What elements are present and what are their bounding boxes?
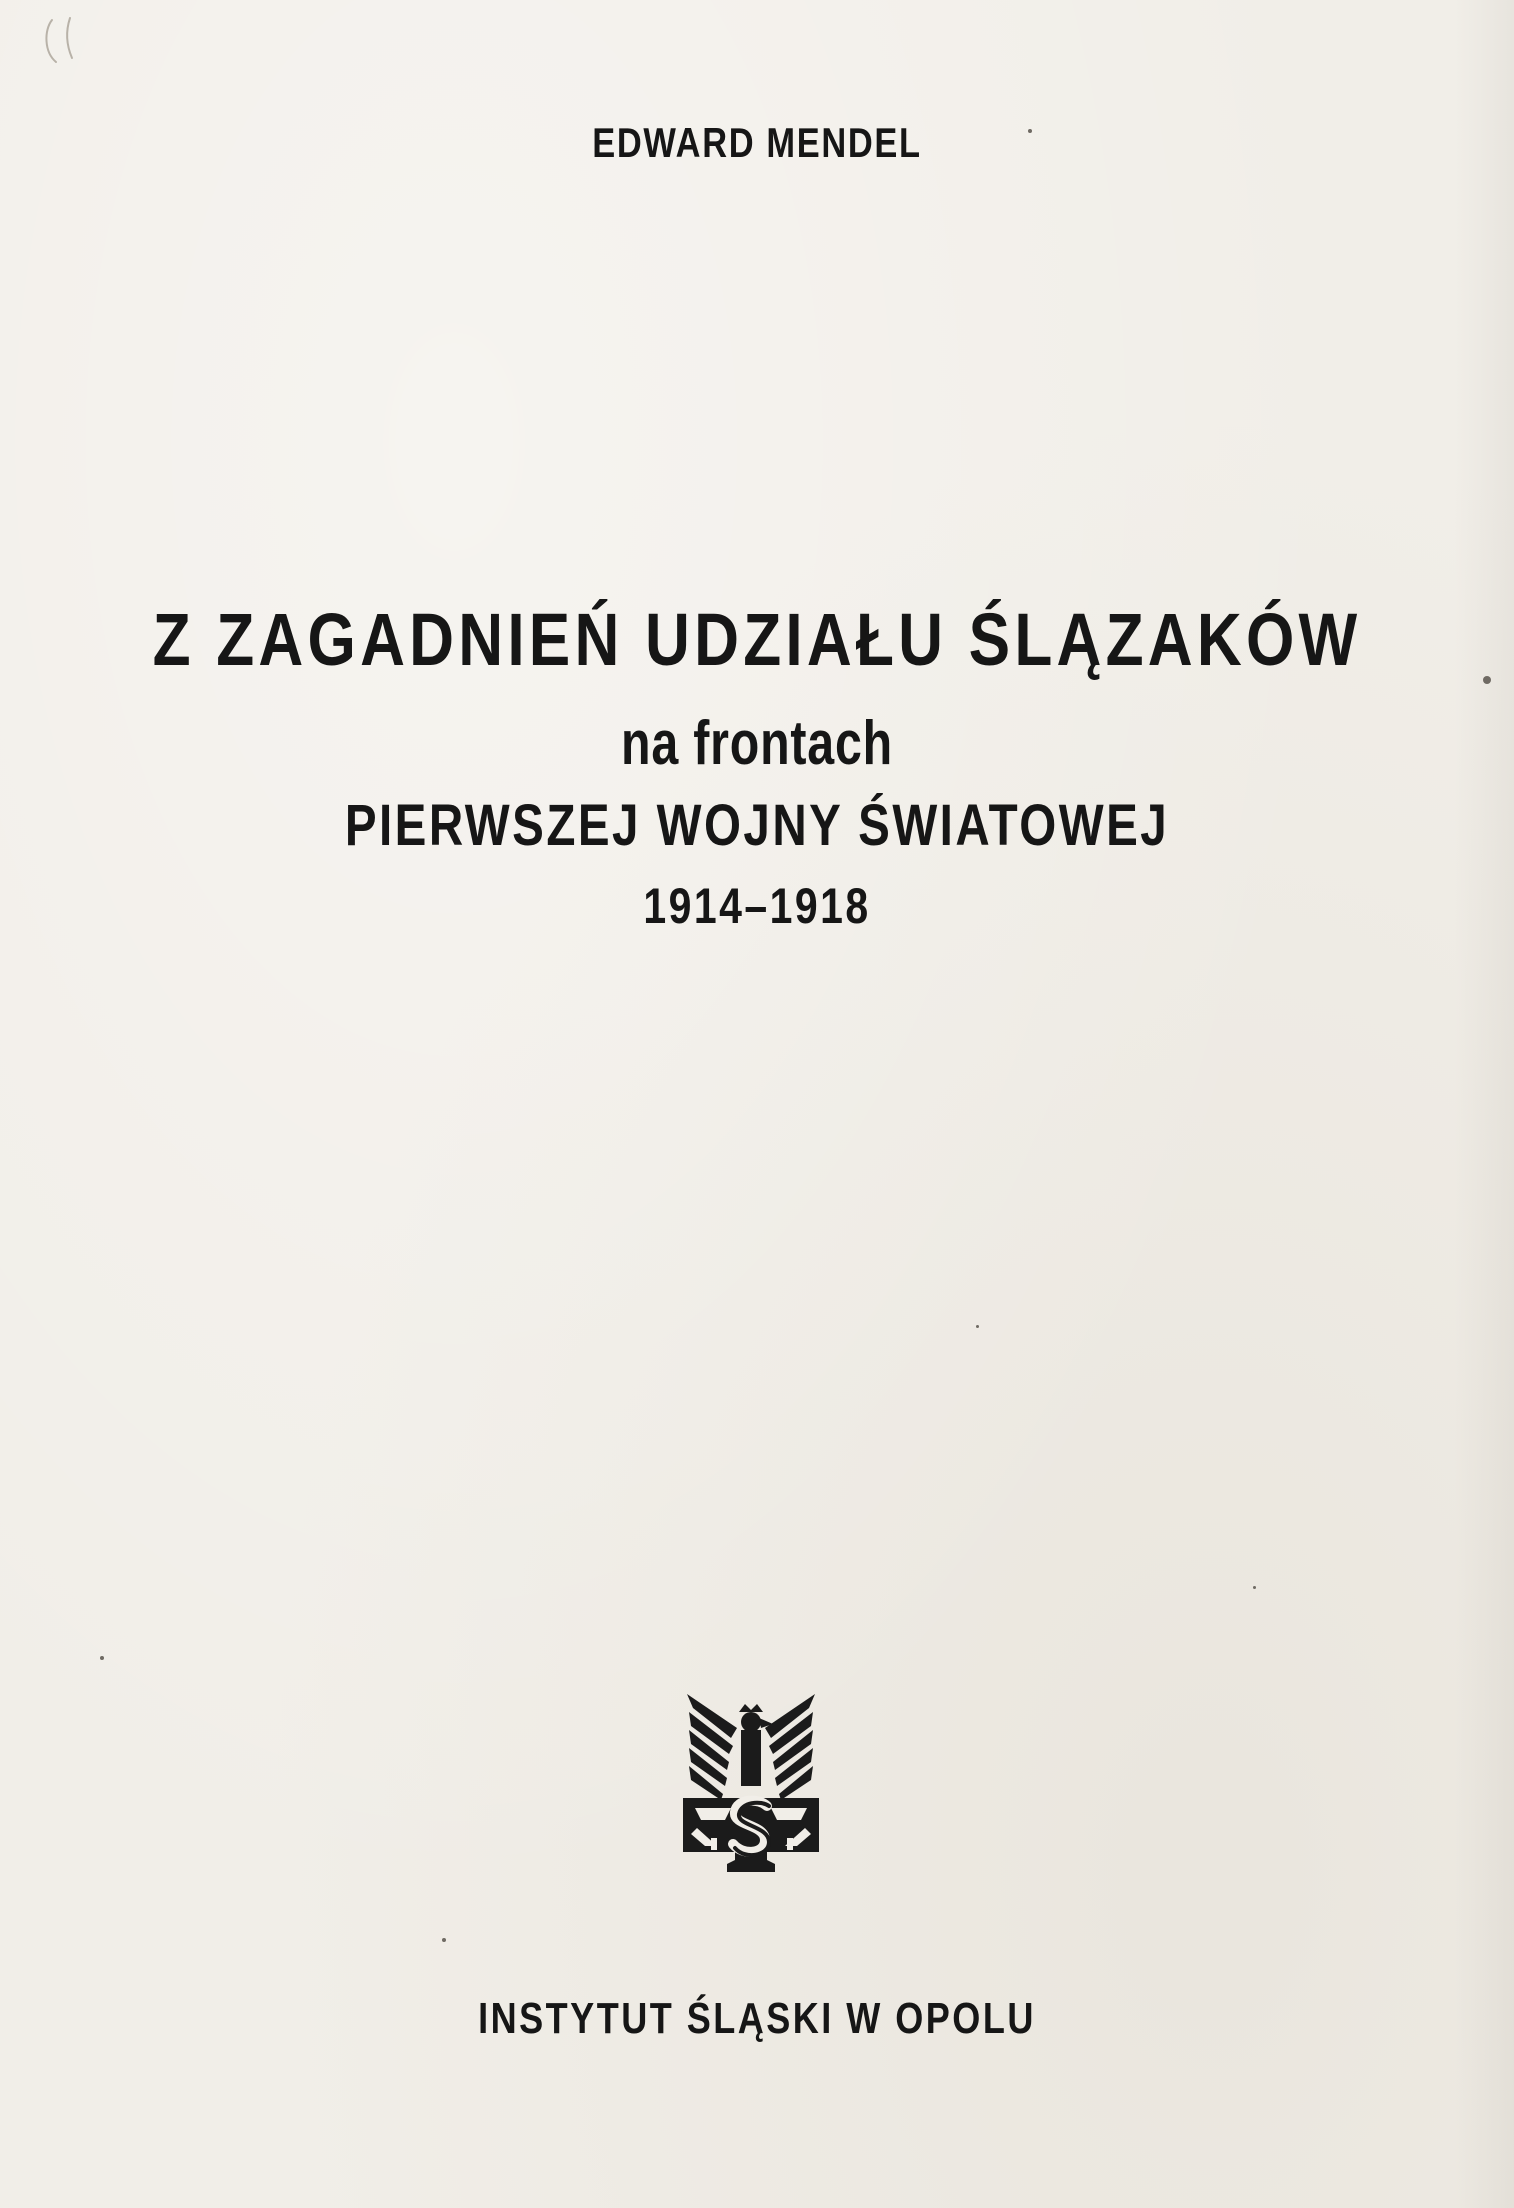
pencil-scribble-icon xyxy=(34,10,98,74)
page-edge-shadow xyxy=(1454,0,1514,2208)
book-subtitle-line-1: na frontach xyxy=(621,709,893,778)
publisher-name: INSTYTUT ŚLĄSKI W OPOLU xyxy=(478,1994,1036,2043)
instytut-slaski-eagle-emblem-icon xyxy=(683,1694,819,1880)
paper-speck xyxy=(100,1656,104,1660)
book-title: Z ZAGADNIEŃ UDZIAŁU ŚLĄZAKÓW xyxy=(152,598,1362,681)
book-years: 1914–1918 xyxy=(643,878,871,934)
paper-speck xyxy=(1483,676,1491,684)
book-subtitle-line-2: PIERWSZEJ WOJNY ŚWIATOWEJ xyxy=(344,793,1170,858)
paper-speck xyxy=(442,1938,446,1942)
paper-speck xyxy=(1253,1586,1256,1589)
paper-speck xyxy=(976,1325,979,1328)
author-name: EDWARD MENDEL xyxy=(592,119,922,166)
